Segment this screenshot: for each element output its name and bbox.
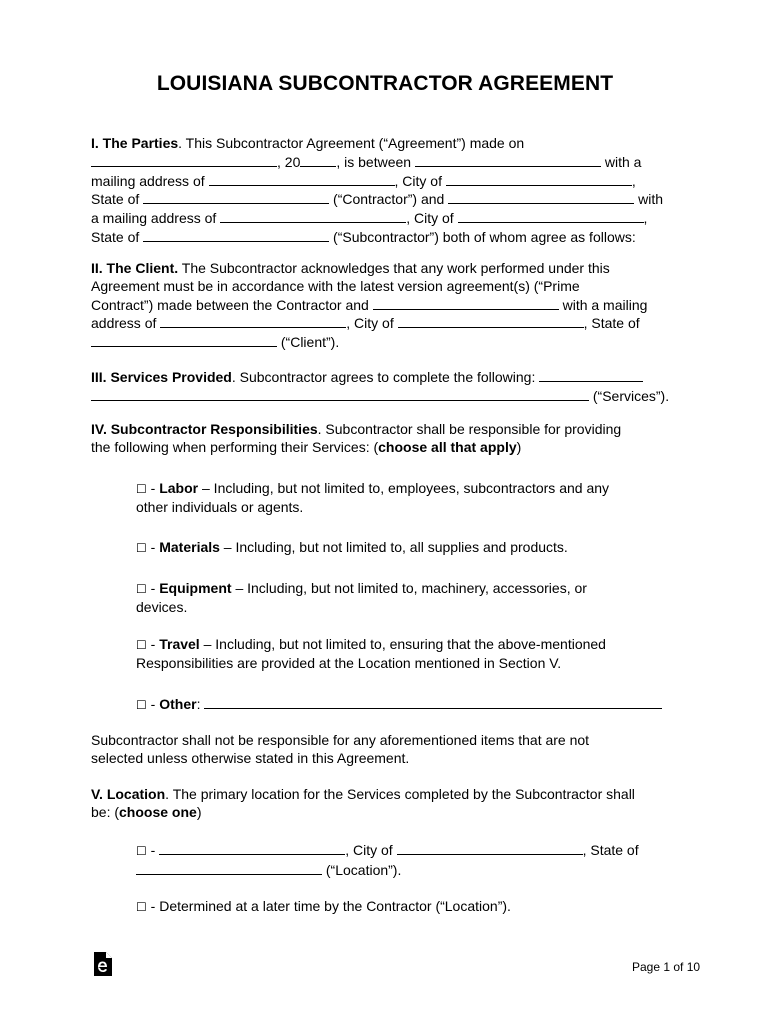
section-heading: I. The Parties [91,135,179,151]
page-number: Page 1 of 10 [632,960,701,974]
blank-services-2[interactable] [91,387,589,401]
option-labor: ☐ - Labor – Including, but not limited to, employees, subcontractors and any other individuals or agents. [136,480,610,515]
eforms-logo-icon [92,952,114,976]
section-client: II. The Client. The Subcontractor acknowledges that any work performed under this Agreement must be in accordance with the latest version agreement(s) (“Prime Contract”) made between the Contractor and with a mailing address of , City of , State of (“Client”). [91,260,648,351]
blank-date[interactable] [91,153,277,167]
blank-client-city[interactable] [398,314,584,328]
blank-contractor-city[interactable] [446,172,632,186]
blank-services-1[interactable] [539,368,643,382]
blank-contractor-address[interactable] [209,172,395,186]
other-checkbox[interactable]: ☐ [136,698,147,712]
labor-checkbox[interactable]: ☐ [136,482,147,496]
blank-client-name[interactable] [373,296,559,310]
section-location: V. Location. The primary location for the Services completed by the Subcontractor shall be: (choose one) [91,786,635,820]
document-title: LOUISIANA SUBCONTRACTOR AGREEMENT [156,72,614,95]
blank-subcontractor-name[interactable] [448,190,634,204]
blank-contractor-name[interactable] [415,153,601,167]
responsibilities-note: Subcontractor shall not be responsible for any aforementioned items that are not selected unless otherwise stated in this Agreement. [91,732,590,766]
section-heading: IV. Subcontractor Responsibilities [91,421,318,437]
option-other: ☐ - Other: [136,695,696,715]
location-later-checkbox[interactable]: ☐ [136,900,147,914]
materials-checkbox[interactable]: ☐ [136,541,147,555]
option-materials: ☐ - Materials – Including, but not limited to, all supplies and products. [136,539,568,555]
location-option-address: ☐ - , City of , State of (“Location”). [136,842,639,878]
section-heading: II. The Client. [91,260,179,276]
blank-subcontractor-address[interactable] [220,209,406,223]
location-option-later: ☐ - Determined at a later time by the Contractor (“Location”). [136,898,511,914]
blank-contractor-state[interactable] [143,190,329,204]
blank-subcontractor-state[interactable] [143,228,329,242]
blank-subcontractor-city[interactable] [458,209,644,223]
section-heading: III. Services Provided [91,369,232,385]
section-services: III. Services Provided. Subcontractor agrees to complete the following: (“Services”). [91,369,670,404]
blank-location-address[interactable] [159,841,345,855]
section-parties: I. The Parties. This Subcontractor Agreement (“Agreement”) made on , 20 , is between with a mailing address of , City of , State of (“Contractor”) and with a mailing address of , City of , State of (“Subcontractor”) both of whom agree as follows: [91,135,663,245]
option-equipment: ☐ - Equipment – Including, but not limited to, machinery, accessories, or devices. [136,580,587,615]
blank-other[interactable] [204,695,662,709]
section-heading: V. Location [91,786,166,802]
travel-checkbox[interactable]: ☐ [136,638,147,652]
option-travel: ☐ - Travel – Including, but not limited to, ensuring that the above-mentioned Responsibilities are provided at the Location mentioned in Section V. [136,636,606,671]
blank-location-city[interactable] [397,841,583,855]
location-address-checkbox[interactable]: ☐ [136,844,147,858]
blank-year[interactable] [300,153,336,167]
blank-location-state[interactable] [136,861,322,875]
blank-client-address[interactable] [160,314,346,328]
section-responsibilities: IV. Subcontractor Responsibilities. Subcontractor shall be responsible for providing the following when performing their Services: (choose all that apply) [91,421,622,455]
equipment-checkbox[interactable]: ☐ [136,582,147,596]
blank-client-state[interactable] [91,333,277,347]
